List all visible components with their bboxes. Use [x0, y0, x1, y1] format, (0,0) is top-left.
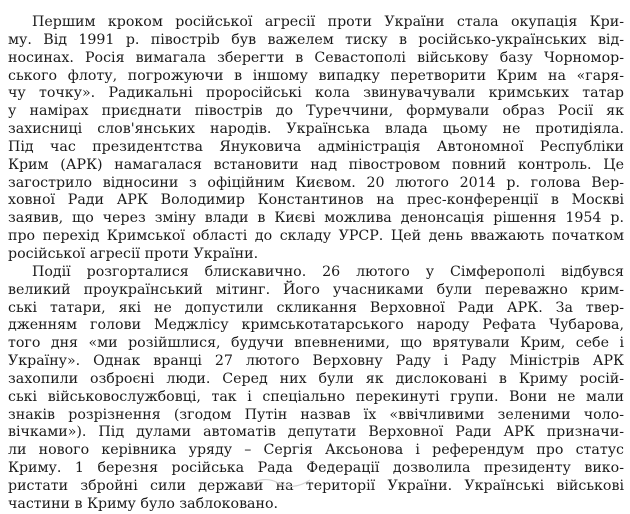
text-line: му. Від 1991 р. півостріb був важелем тиску в російсько-українських від-: [8, 31, 624, 48]
text-line: Першим кроком російської агресії проти України стала окупація Кри-: [32, 14, 624, 30]
text-line: про перехід Кримської області до складу УРСР. Цей день вважають початком: [8, 228, 624, 245]
text-line: Події розгорталися блискавично. 26 лютого у Сімферополі відбувся: [32, 263, 624, 280]
decorative-flourish-icon: [244, 476, 314, 488]
text-line: вічками»). Під дулами автоматів депутати Верховної Ради АРК призначи-: [8, 424, 624, 441]
text-line: захисниці слов'янських народів. Українська влада цьому не протидіяла.: [8, 121, 624, 138]
text-line: ховної Ради АРК Володимир Константинов на прес-конференції в Москві: [8, 192, 624, 209]
text-line: у намірах приєднати півострів до Туреччини, формували образ Росії як: [8, 103, 624, 120]
text-line: частини в Криму було заблоковано.: [8, 495, 279, 512]
text-line: загострило відносини з офіційним Києвом. 20 лютого 2014 р. голова Вер-: [8, 174, 624, 191]
paragraph-2: [8, 264, 624, 514]
text-line: Україну». Однак вранці 27 лютого Верховну Раду і Раду Міністрів АРК: [8, 353, 624, 370]
text-line: ристати збройні сили держави на території України. Українські військові: [8, 477, 624, 494]
text-line: заявив, що через зміну влади в Києві можлива денонсація рішення 1954 р.: [8, 210, 624, 227]
paragraph-1: [8, 14, 624, 264]
text-line: російської агресії проти України.: [8, 245, 259, 262]
text-line: чу точку». Радикальні проросійські кола звинувачували кримських татар: [8, 85, 624, 102]
text-line: дженням голови Меджлісу кримськотатарського народу Рефата Чубарова,: [8, 317, 624, 334]
text-line: великий проукраїнський мітинг. Його учасниками були переважно крим-: [8, 281, 624, 298]
text-line: захопили озброєні люди. Серед них були як дислоковані в Криму росій-: [8, 370, 624, 387]
text-line: Під час президентства Януковича адміністрація Автономної Республіки: [8, 138, 624, 155]
text-line: Криму. 1 березня російська Рада Федерації дозволила президенту вико-: [8, 460, 624, 477]
text-line: ли нового керівника уряду – Сергія Аксьонова і референдум про статус: [8, 442, 624, 459]
text-line: знаків розрізнення (згодом Путін назвав їх «ввічливими зеленими чоло-: [8, 406, 624, 423]
text-line: Крим (АРК) намагалася встановити над півостровом повний контроль. Це: [8, 156, 624, 173]
text-line: ського флоту, погрожуючи в іншому випадку перетворити Крим на «гаря-: [8, 67, 624, 84]
text-line: носинах. Росія вимагала зберегти в Севастополі військову базу Чорномор-: [8, 49, 624, 66]
text-line: ські татари, які не допустили скликання Верховної Ради АРК. За твер-: [8, 299, 624, 316]
text-line: того дня «ми розійшлися, будучи впевненими, що врятували Крим, себе і: [8, 335, 624, 352]
body-text: [8, 14, 624, 514]
text-line: ські військовослужбовці, так і спеціально перекинуті групи. Вони не мали: [8, 388, 624, 405]
